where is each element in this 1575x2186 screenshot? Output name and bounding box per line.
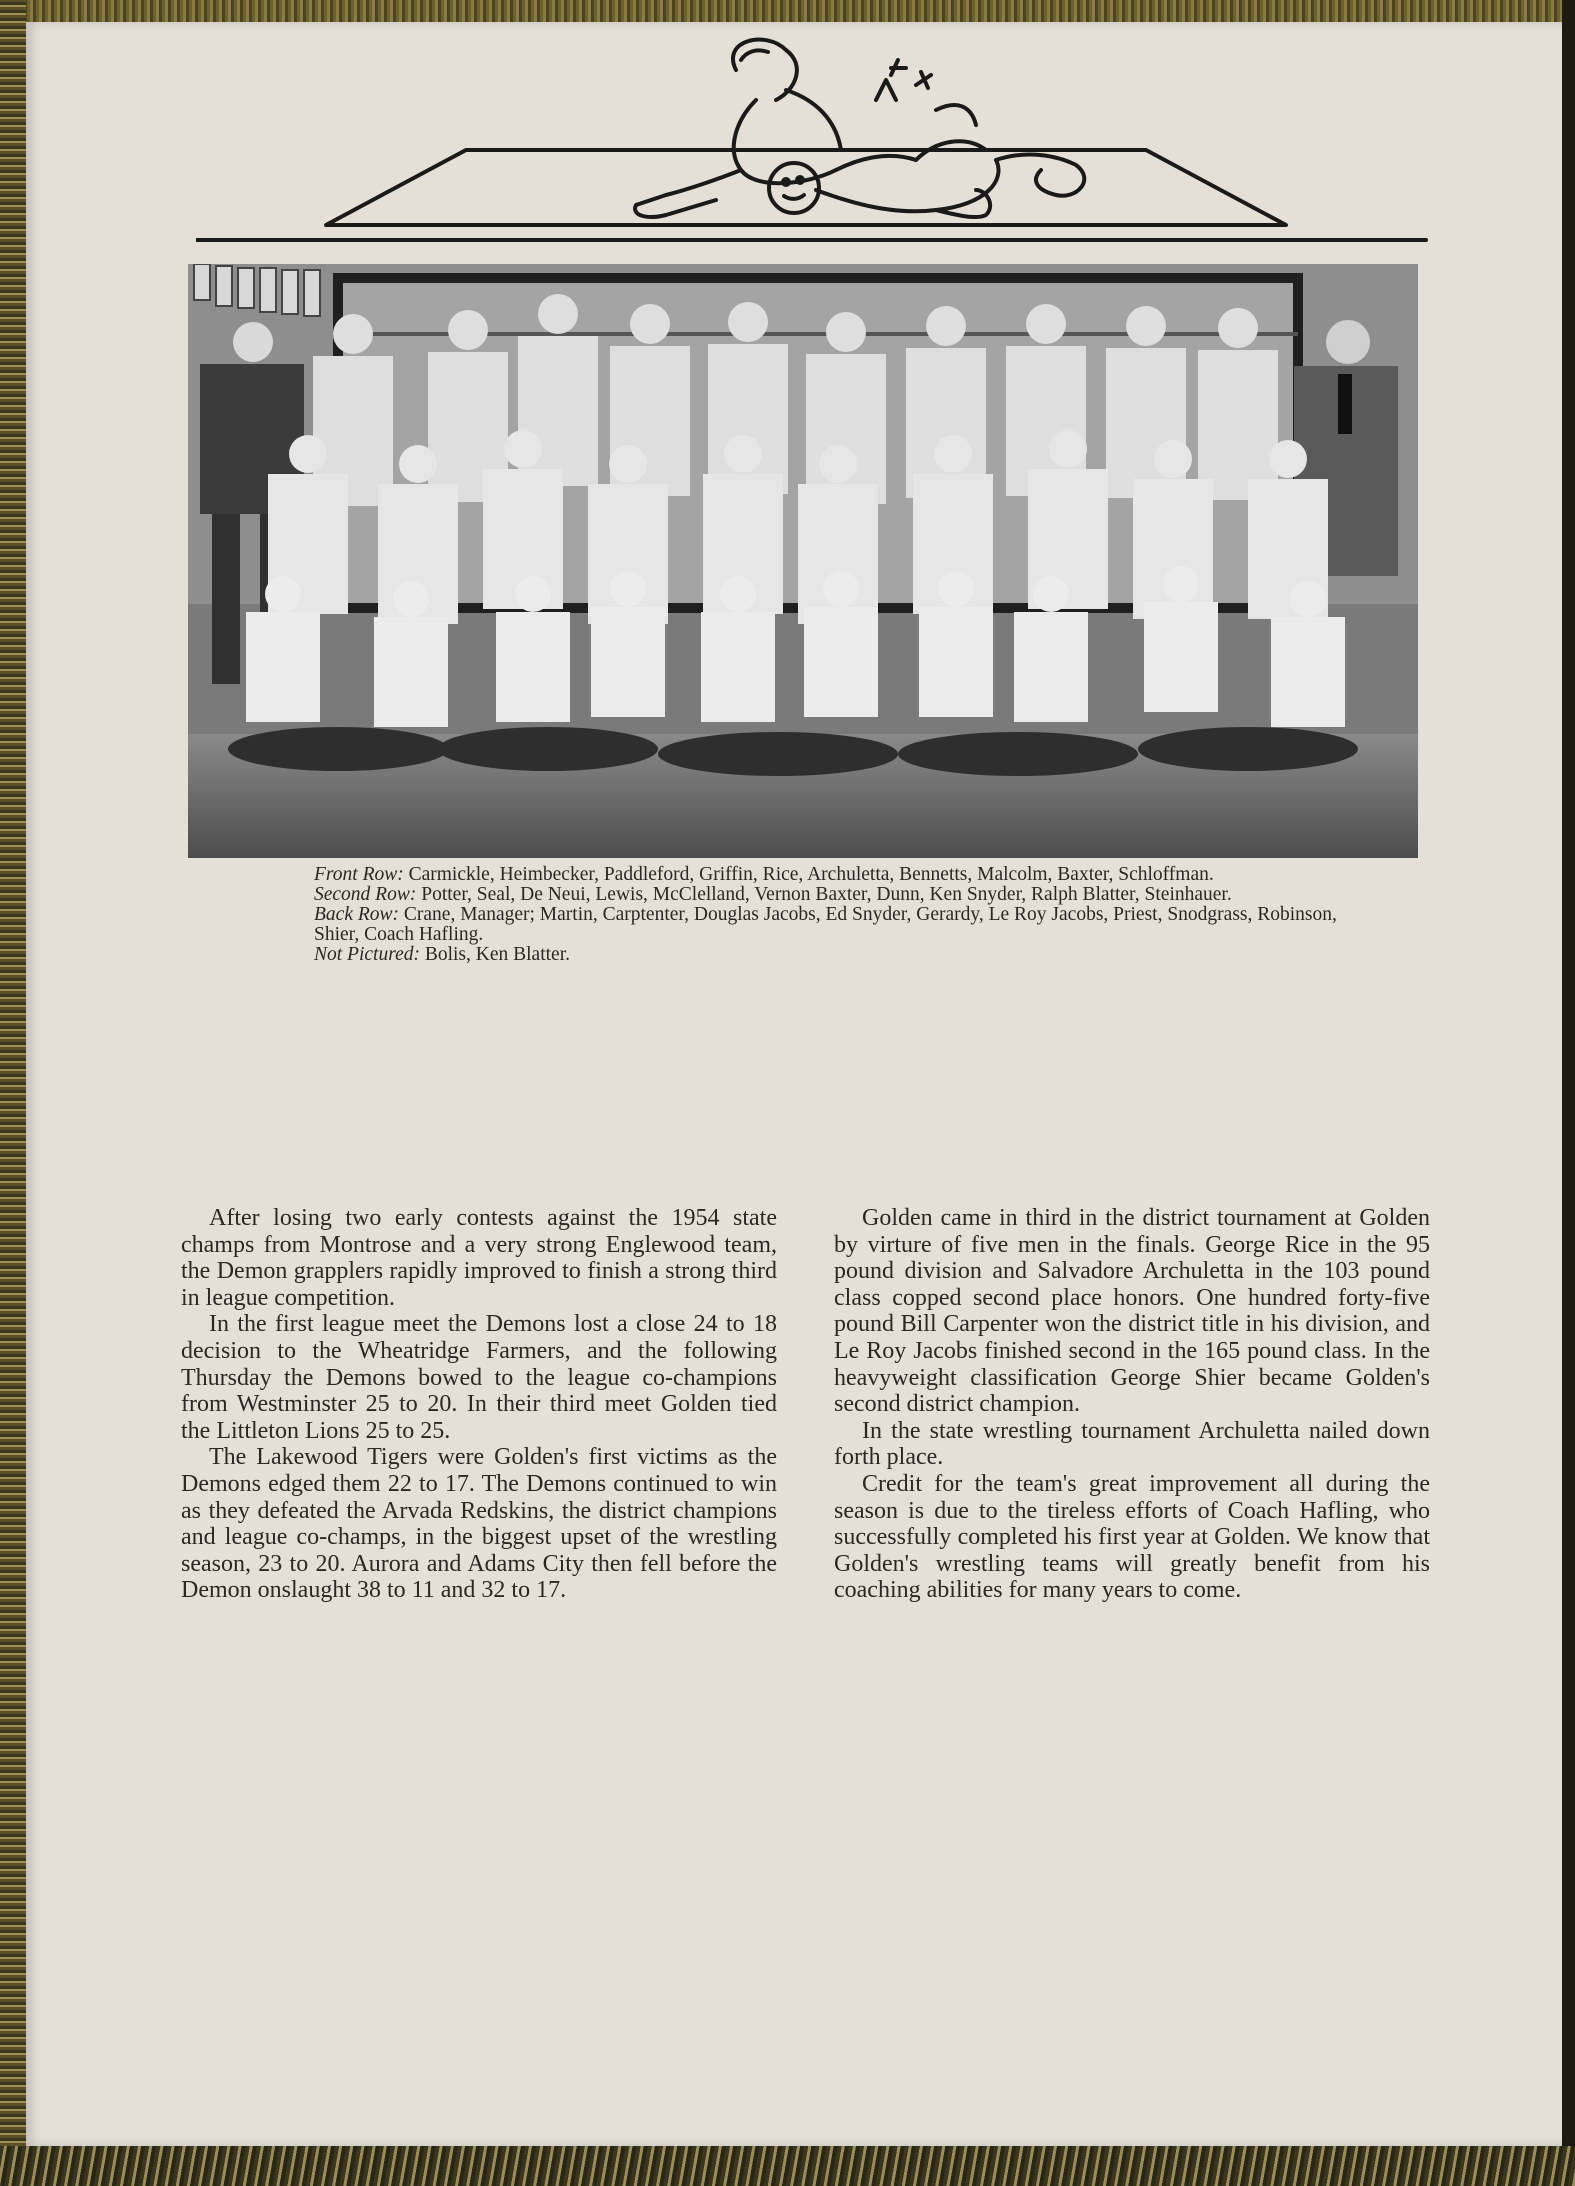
caption-names: Bolis, Ken Blatter. [419,944,570,965]
article-column-right [834,1205,1430,1604]
caption-label: Not Pictured: [314,944,420,965]
article-paragraph: Credit for the team's great improvement all during the season is due to the tireless efforts of Coach Hafling, who successfully completed his first year at Golden. We know that Golden's wrestling teams will greatly benefit from his coaching abilities for many years to come. [834,1470,1430,1604]
caption-back-row [314,905,1354,945]
caption-not-pictured [314,945,1354,965]
caption-label: Second Row: [314,884,417,905]
photo-caption [314,865,1354,965]
article-paragraph: After losing two early contests against the 1954 state champs from Montrose and a very strong Englewood team, the Demon grapplers rapidly improved to finish a strong third in league competition. [181,1205,777,1311]
team-photo [188,264,1418,858]
caption-names: Crane, Manager; Martin, Carptenter, Douglas Jacobs, Ed Snyder, Gerardy, Le Roy Jacobs, Priest, Snodgrass, Robinson, Shier, Coach Hafling. [314,904,1337,945]
article-paragraph: In the state wrestling tournament Archuletta nailed down forth place. [834,1417,1430,1471]
book-binding-right [1562,0,1575,2186]
yearbook-page [26,22,1562,2146]
book-binding-top [0,0,1575,22]
article-paragraph: The Lakewood Tigers were Golden's first victims as the Demons edged them 22 to 17. The Demons continued to win as they defeated the Arvada Redskins, the district champions and league co-champs, in the biggest upset of the wrestling season, 23 to 20. Aurora and Adams City then fell before the Demon onslaught 38 to 11 and 32 to 17. [181,1444,777,1604]
article-paragraph: In the first league meet the Demons lost a close 24 to 18 decision to the Wheatridge Farmers, and the following Thursday the Demons bowed to the league co-champions from Westminster 25 to 20. In their third meet Golden tied the Littleton Lions 25 to 25. [181,1311,777,1444]
caption-names: Potter, Seal, De Neui, Lewis, McClelland, Vernon Baxter, Dunn, Ken Snyder, Ralph Blatter, Steinhauer. [416,884,1232,905]
caption-second-row [314,885,1354,905]
caption-names: Carmickle, Heimbecker, Paddleford, Griffin, Rice, Archuletta, Bennetts, Malcolm, Baxter, Schloffman. [403,864,1214,885]
article-column-left [181,1205,777,1604]
article-paragraph: Golden came in third in the district tournament at Golden by virture of five men in the finals. George Rice in the 95 pound division and Salvadore Archuletta in the 103 pound class copped second place honors. One hundred forty-five pound Bill Carpenter won the district title in his division, and Le Roy Jacobs finished second in the 165 pound class. In the heavyweight classification George Shier became Golden's second district champion. [834,1205,1430,1418]
wrestlers-cartoon-icon [196,30,1436,260]
book-binding-bottom [0,2146,1575,2186]
caption-label: Front Row: [314,864,404,885]
book-binding-left [0,0,26,2186]
caption-label: Back Row: [314,904,400,925]
caption-front-row [314,865,1354,885]
